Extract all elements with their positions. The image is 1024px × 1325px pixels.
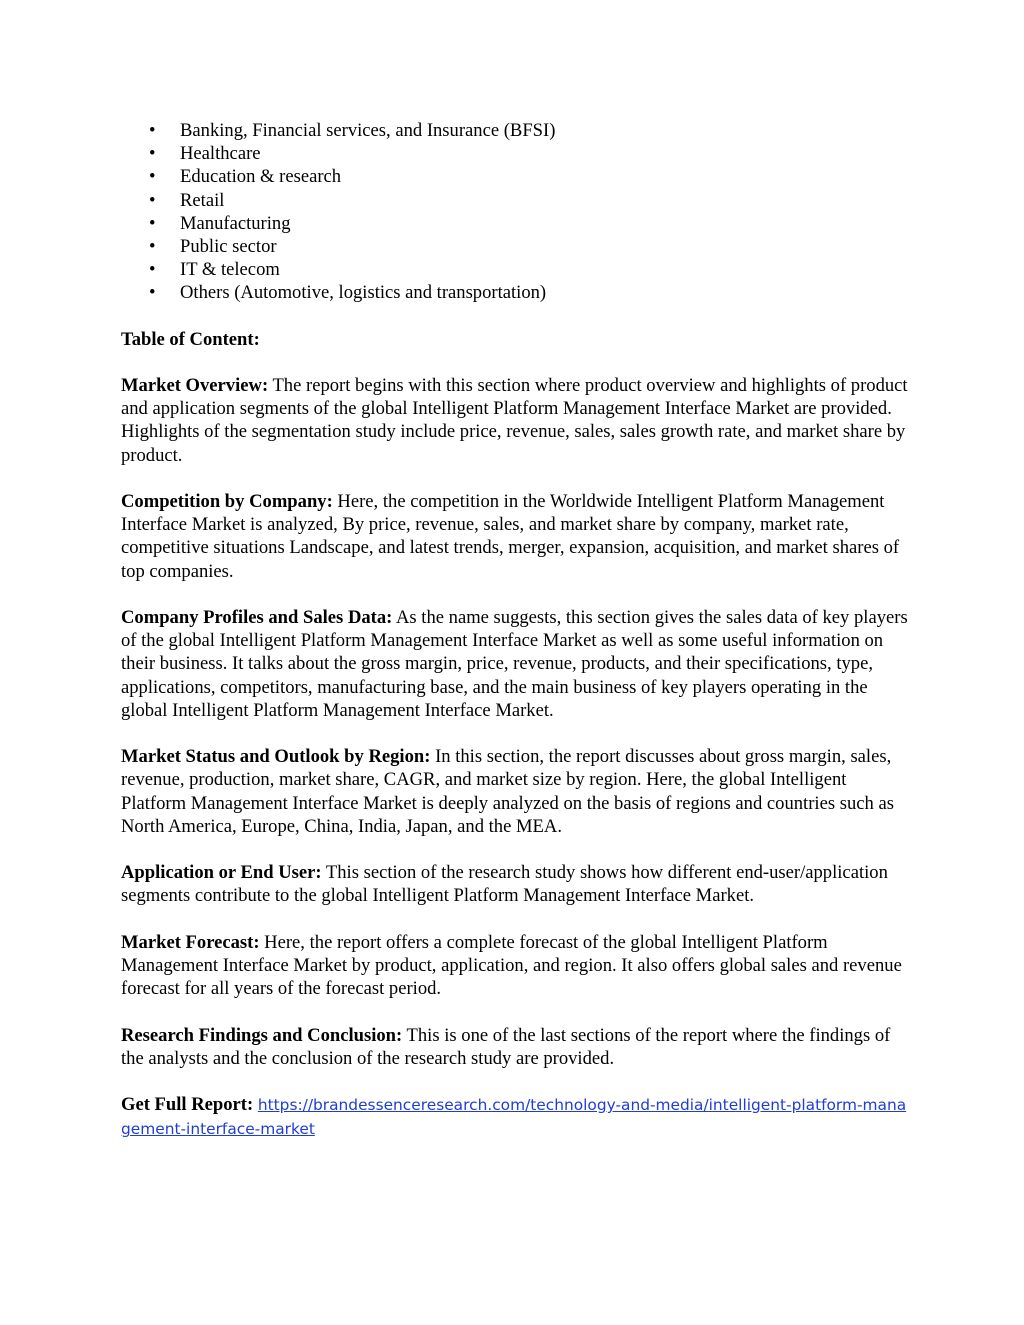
section-title: Market Status and Outlook by Region: — [121, 746, 431, 768]
bullet-icon: • — [149, 236, 156, 258]
bullet-icon: • — [149, 143, 156, 165]
section-body: As the name suggests, this section gives the sales data of key players of the global Intelligent Platform Management Interface Market as well as some useful information on their business. It talks about the gross margin, price, revenue, products, and their specifications, type, applications, competitors, manufacturing base, and the main business of key players operating in the global Intelligent Platform Management Interface Market. — [121, 607, 908, 721]
section-body: Here, the competition in the Worldwide Intelligent Platform Management Interface Market is analyzed, By price, revenue, sales, and market share by company, market rate, competitive situations Landscape, and latest trends, merger, expansion, acquisition, and market shares of top companies. — [121, 491, 900, 582]
full-report-link[interactable]: https://brandessenceresearch.com/technology-and-media/intelligent-platform-management-interface-market — [121, 1096, 907, 1139]
full-report-paragraph — [121, 1093, 911, 1141]
list-item: • Banking, Financial services, and Insurance (BFSI) — [149, 120, 556, 141]
list-item: • Others (Automotive, logistics and transportation) — [149, 282, 547, 304]
bullet-icon: • — [149, 259, 156, 281]
section-body: Here, the report offers a complete forecast of the global Intelligent Platform Management Interface Market by product, application, and region. It also offers global sales and revenue forecast for all years of the forecast period. — [121, 931, 902, 1000]
section-title: Research Findings and Conclusion: — [121, 1024, 403, 1046]
bullet-icon: • — [149, 212, 156, 234]
section-research-findings — [121, 1024, 911, 1070]
section-body: The report begins with this section where product overview and highlights of product and application segments of the global Intelligent Platform Management Interface Market are provided. Highlights of the segmentation study include price, revenue, sales, sales growth rate, and market share by product. — [121, 375, 908, 466]
bullet-icon: • — [149, 166, 156, 188]
list-item: • IT & telecom — [149, 259, 280, 281]
list-item: • Healthcare — [149, 143, 261, 165]
section-body: This is one of the last sections of the report where the findings of the analysts and the conclusion of the research study are provided. — [121, 1024, 891, 1069]
list-item: • Public sector — [149, 236, 277, 258]
section-title: Market Overview: — [121, 375, 269, 397]
section-title: Competition by Company: — [121, 491, 333, 513]
section-application-end-user — [121, 861, 911, 907]
full-report-label: Get Full Report: — [121, 1094, 254, 1116]
section-market-status-by-region — [121, 745, 911, 838]
list-item: • Education & research — [149, 166, 342, 188]
bullet-icon: • — [149, 120, 156, 141]
section-market-forecast — [121, 931, 911, 1001]
section-company-profiles — [121, 606, 911, 722]
section-title: Application or End User: — [121, 862, 322, 884]
section-title: Market Forecast: — [121, 931, 260, 953]
section-market-overview — [121, 374, 911, 467]
section-body: In this section, the report discusses about gross margin, sales, revenue, production, market share, CAGR, and market size by region. Here, the global Intelligent Platform Management Interface Market is deeply analyzed on the basis of regions and countries such as North America, Europe, China, India, Japan, and the MEA. — [121, 746, 894, 837]
list-item: • Retail — [149, 189, 225, 211]
document-page — [121, 119, 911, 1142]
section-body: This section of the research study shows how different end-user/application segments contribute to the global Intelligent Platform Management Interface Market. — [121, 862, 888, 907]
industry-list — [121, 119, 911, 305]
bullet-icon: • — [149, 189, 156, 211]
bullet-icon: • — [149, 282, 156, 304]
list-item: • Manufacturing — [149, 212, 291, 234]
section-title: Company Profiles and Sales Data: — [121, 607, 393, 629]
toc-heading: Table of Content: — [121, 328, 260, 350]
section-competition-by-company — [121, 490, 911, 583]
